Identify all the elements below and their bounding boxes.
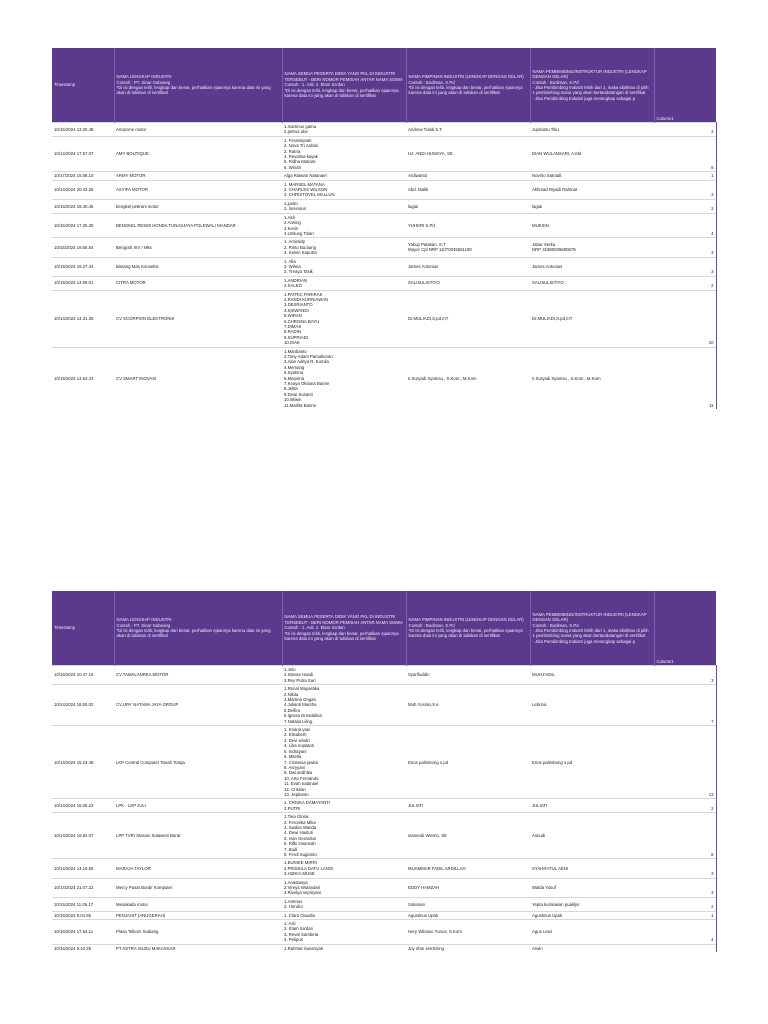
- cell-count[interactable]: 3: [654, 859, 716, 878]
- cell-leader[interactable]: Agustinus Upak: [406, 911, 530, 919]
- cell-count[interactable]: 3: [654, 180, 716, 199]
- cell-company[interactable]: Mesakada motor: [114, 897, 282, 911]
- table-row[interactable]: [52, 666, 716, 685]
- header-column1[interactable]: Column1: [654, 48, 716, 123]
- cell-mentor[interactable]: Jupriantu Tiku: [530, 123, 654, 137]
- cell-timestamp[interactable]: 10/15/2024 14.53.43: [52, 347, 114, 409]
- header-mentor[interactable]: NAMA PEMBIMBING/INSTRUKTUR INDUSTRI (LENGKAP DENGAN GELAR) Contoh : Budiman, S.Pd - Jika Pembimbing Industri lebih dari 1, maka silahkan di pilih 1 pembimbing mana yang akan bertandatangan di sertifikat - Jika Pembimbing Industri juga merangkap sebagai p: [530, 48, 654, 123]
- cell-leader[interactable]: EDDY HAMZAH: [406, 878, 530, 897]
- cell-mentor[interactable]: SYAHRATUL AENI: [530, 859, 654, 878]
- cell-mentor[interactable]: Dr.MULIADI,S.pd,mT: [530, 290, 654, 347]
- cell-leader[interactable]: Joy irfan sembiring: [406, 944, 530, 952]
- cell-leader[interactable]: Ir.Suryadi Syamsu , S.Kom., M.Kom: [406, 347, 530, 409]
- cell-timestamp[interactable]: 10/15/2024 19.27.44: [52, 257, 114, 276]
- cell-leader[interactable]: SALISULISTIYO: [406, 276, 530, 290]
- header-mentor[interactable]: NAMA PEMBIMBING/INSTRUKTUR INDUSTRI (LENGKAP DENGAN GELAR) Contoh : Budiman, S.Pd - Jika Pembimbing Industri lebih dari 1, maka silahkan di pilih 1 pembimbing mana yang akan bertandatangan di sertifikat - Jika Pembimbing Industri juga merangkap sebagai p: [530, 591, 654, 666]
- cell-students[interactable]: 1.PATRIC PARIRAK 2.RANDI KURNIAWAN 3.DESRIANTO 4.SISWANDI 5.WIRAN 6.CHRISNA BAYU 7.DIMAS 8.RADIN 9.SUPRIADI 10.ISAK: [282, 290, 406, 347]
- cell-leader[interactable]: HJ. ANDI HUMAYA, SE: [406, 136, 530, 171]
- header-row: [52, 48, 716, 123]
- cell-timestamp[interactable]: 10/14/2024 14.19.55: [52, 859, 114, 878]
- cell-students[interactable]: 1.Mardianto 2.Tony Adam Pamallunan 3.Alan Aditya R. Kumila 4.Memang 5.Syahina 6.Meiprina 7.Keaya Oktiana Banne 8.Jelita 9.Dewi Susanti 10.Wiwin 11.Marlita Banne: [282, 347, 406, 409]
- cell-count[interactable]: 7: [654, 685, 716, 726]
- cell-timestamp[interactable]: 10/15/2024 8.04.56: [52, 911, 114, 919]
- header-row: [52, 591, 716, 666]
- cell-mentor[interactable]: MUH.FADIL: [530, 666, 654, 685]
- cell-timestamp[interactable]: 10/15/2024 14.08.01: [52, 276, 114, 290]
- cell-timestamp[interactable]: 10/16/2024 17.54.11: [52, 920, 114, 945]
- table-row[interactable]: [52, 199, 716, 213]
- table-row[interactable]: [52, 878, 716, 897]
- cell-count[interactable]: 4: [654, 920, 716, 945]
- table-row[interactable]: [52, 290, 716, 347]
- cell-leader[interactable]: Muh.Yusran,S.e: [406, 685, 530, 726]
- cell-mentor[interactable]: Walda Yusuf: [530, 878, 654, 897]
- cell-count[interactable]: 1: [654, 172, 716, 180]
- cell-mentor[interactable]: SALISULISTIYO: [530, 276, 654, 290]
- cell-mentor[interactable]: Agustinus Upak: [530, 911, 654, 919]
- cell-mentor[interactable]: Yepta kurniawan pualilyn: [530, 897, 654, 911]
- cell-company[interactable]: AMY BOUTIQUE: [114, 136, 282, 171]
- cell-timestamp[interactable]: 10/17/2024 15.08.10: [52, 172, 114, 180]
- cell-mentor[interactable]: DIAN WULANSARI, A.Md: [530, 136, 654, 171]
- cell-mentor[interactable]: Enos palimbong s.pd: [530, 726, 654, 799]
- cell-leader[interactable]: Enos palimbong s.pd: [406, 726, 530, 799]
- cell-company[interactable]: PENJAHIT (ANUGERAH): [114, 911, 282, 919]
- cell-leader[interactable]: JULIATI: [406, 799, 530, 813]
- cell-timestamp[interactable]: 10/14/2024 18.55.02: [52, 685, 114, 726]
- cell-students[interactable]: 1.Tiea Gloria 2. Feronika Mika 3. Saskia Wanda 4. Dewi Hastuti 5. Ivan Gerardus 6. Rifki Irwansah 7. Budi 8. Ferdi Sugianto: [282, 813, 406, 859]
- cell-company[interactable]: LKP Central Computer Tanah Toraja: [114, 726, 282, 799]
- cell-mentor[interactable]: Novrito Satriadi: [530, 172, 654, 180]
- cell-students[interactable]: 1. Kriana yani 2. Elisabeth 3. Devi windri 4. Lika nopitanti 5. Indrayani 6. Mitella 7. Cristenia juwita 8. Asryyani 9. Dwi.andhika 10. Arto Fernando 11. Evan natanael 12. Cristian 13. Jeptianto: [282, 726, 406, 799]
- responses-table: [52, 591, 717, 952]
- table-row[interactable]: [52, 257, 716, 276]
- table-row[interactable]: [52, 920, 716, 945]
- cell-company[interactable]: CV.UPA' NATAMA JAYA GROUP: [114, 685, 282, 726]
- cell-count[interactable]: 3: [654, 238, 716, 257]
- cell-company[interactable]: Plasa Telkom Sudiang: [114, 920, 282, 945]
- cell-students[interactable]: 1.juvito 2. lorensius: [282, 199, 406, 213]
- table-row[interactable]: [52, 726, 716, 799]
- cell-mentor[interactable]: Asnudi: [530, 813, 654, 859]
- cell-count[interactable]: 3: [654, 878, 716, 897]
- header-company[interactable]: NAMA LENGKAP INDUSTRI Contoh : PT. Sinar Gabeang *Di isi dengan teliti, lengkap dan benar, perhatikan ejaannya karena data ini yang akan di tuliskan di sertifikat: [114, 48, 282, 123]
- cell-mentor[interactable]: MUKSIN: [530, 213, 654, 238]
- cell-mentor[interactable]: lagiai: [530, 199, 654, 213]
- cell-mentor[interactable]: Akhmad Riyadi Rahmat: [530, 180, 654, 199]
- cell-leader[interactable]: Ardiwanto: [406, 172, 530, 180]
- cell-leader[interactable]: MUAMMAR FADIL ARDILLAH: [406, 859, 530, 878]
- cell-timestamp[interactable]: 10/16/2024 9.10.28: [52, 944, 114, 952]
- cell-timestamp[interactable]: 10/14/2024 14.31.35: [52, 290, 114, 347]
- table-row[interactable]: [52, 347, 716, 409]
- cell-mentor[interactable]: Agus Lewi: [530, 920, 654, 945]
- cell-count[interactable]: 2: [654, 897, 716, 911]
- cell-timestamp[interactable]: 10/16/2024 10.47.16: [52, 666, 114, 685]
- cell-students[interactable]: 1. Feransyaah 2. Nova Tri Ardani 3. Ratna 4. Revalina kayak 5. Ridha Mutiara 6. Windri: [282, 136, 406, 171]
- cell-company[interactable]: LPP TVRI Stasiun Sulawesi Barat: [114, 813, 282, 859]
- sheet-page-2: [52, 591, 716, 952]
- cell-company[interactable]: CITRA MOTOR: [114, 276, 282, 290]
- cell-timestamp[interactable]: 10/14/2024 19.52.07: [52, 813, 114, 859]
- cell-leader[interactable]: Iansendi Wiemo, SE: [406, 813, 530, 859]
- cell-count[interactable]: 6: [654, 136, 716, 171]
- cell-students[interactable]: 1.Anastasya 2.Vireya Wulandari 3.Rivelya sepriiyani: [282, 878, 406, 897]
- table-row[interactable]: [52, 859, 716, 878]
- table-row[interactable]: [52, 911, 716, 919]
- cell-timestamp[interactable]: 10/15/2024 17.25.30: [52, 213, 114, 238]
- cell-leader[interactable]: Syarifuddin: [406, 666, 530, 685]
- table-row[interactable]: [52, 136, 716, 171]
- cell-company[interactable]: CV SCORPION ELEKTRONIK: [114, 290, 282, 347]
- cell-count[interactable]: 4: [654, 213, 716, 238]
- cell-count[interactable]: 13: [654, 726, 716, 799]
- cell-mentor[interactable]: Ir.Suryadi Syamsu , S.Kom., M.Kom: [530, 347, 654, 409]
- cell-timestamp[interactable]: 10/14/2024 15.23.48: [52, 726, 114, 799]
- cell-mentor[interactable]: JULIATI: [530, 799, 654, 813]
- cell-leader[interactable]: Abd. Malik: [406, 180, 530, 199]
- cell-company[interactable]: BENGKEL RESMI HONDA TUNASJAYA POLEWALI MANDAR: [114, 213, 282, 238]
- cell-timestamp[interactable]: 10/15/2024 11.06.17: [52, 897, 114, 911]
- table-row[interactable]: [52, 813, 716, 859]
- cell-leader[interactable]: YUHKRI S.Pd: [406, 213, 530, 238]
- table-row[interactable]: [52, 238, 716, 257]
- header-leader[interactable]: NAMA PIMPINAN INDUSTRI (LENGKAP DENGAN GELAR) Contoh : Budiman, S.Pd *Di isi dengan teliti, lengkap dan benar, perhatikan ejaannya karena data ini yang akan di tuliskan di sertifikat: [406, 591, 530, 666]
- cell-students[interactable]: 1.Jelo 2.Stevan Hasdi 3.Rey Putra Sari: [282, 666, 406, 685]
- cell-mentor[interactable]: James Antonius: [530, 257, 654, 276]
- cell-timestamp[interactable]: 10/14/2024 21.07.22: [52, 878, 114, 897]
- cell-leader[interactable]: James Antonius: [406, 257, 530, 276]
- header-company[interactable]: NAMA LENGKAP INDUSTRI Contoh : PT. Sinar Gabeang *Di isi dengan teliti, lengkap dan benar, perhatikan ejaannya karena data ini yang akan di tuliskan di sertifikat: [114, 591, 282, 666]
- cell-students[interactable]: 1. Asli 2. Elam Sa'dan 3. Reval Sambeta 4. Pelipus: [282, 920, 406, 945]
- cell-mentor[interactable]: Lebrina: [530, 685, 654, 726]
- cell-students[interactable]: 1. Clara Claudia: [282, 911, 406, 919]
- cell-timestamp[interactable]: 10/15/2024 19.55.54: [52, 238, 114, 257]
- cell-count[interactable]: 2: [654, 123, 716, 137]
- table-row[interactable]: [52, 897, 716, 911]
- table-row[interactable]: [52, 276, 716, 290]
- cell-timestamp[interactable]: 10/14/2024 20.43.25: [52, 180, 114, 199]
- cell-mentor[interactable]: Jabar Serka NRP 31980025680678: [530, 238, 654, 257]
- header-students[interactable]: NAMA SEMUA PESERTA DIDIK YANG PKL DI INDUSTRI TERSEBUT - BERI NOMOR PEMISAH ANTAR NAMA SISWA Contoh : 1. Asli, 2. Elam Sa'dan *Di isi dengan teliti, lengkap dan benar, perhatikan ejaannya karena data ini yang akan di tuliskan di sertifikat: [282, 591, 406, 666]
- table-row[interactable]: [52, 213, 716, 238]
- table-row[interactable]: [52, 685, 716, 726]
- header-leader[interactable]: NAMA PIMPINAN INDUSTRI (LENGKAP DENGAN GELAR) Contoh : Budiman, S.Pd *Di isi dengan teliti, lengkap dan benar, perhatikan ejaannya karena data ini yang akan di tuliskan di sertifikat: [406, 48, 530, 123]
- cell-company[interactable]: Mercy Pusat Bordir Komputer: [114, 878, 282, 897]
- table-row[interactable]: [52, 799, 716, 813]
- cell-leader[interactable]: lagiai: [406, 199, 530, 213]
- cell-company[interactable]: Amazone motor: [114, 123, 282, 137]
- cell-students[interactable]: 1.EUNIKE MIRRI 2.PRISKILA DATU LANGI 3.HIZKIA MUSE: [282, 859, 406, 878]
- table-row[interactable]: [52, 172, 716, 180]
- cell-students[interactable]: 1.Aldi 2.Arwing 3.Kevin 4.Umlung Tolan: [282, 213, 406, 238]
- cell-students[interactable]: 1.ANDRIAN 2.SALEO: [282, 276, 406, 290]
- cell-leader[interactable]: Andrew Tulak.S.T.: [406, 123, 530, 137]
- cell-students[interactable]: 1. Alla 2. Wilma 3. Treaya Tasik: [282, 257, 406, 276]
- cell-leader[interactable]: Dr.MULIADI,S.pd,mT: [406, 290, 530, 347]
- cell-company[interactable]: LPK - LKP JULI: [114, 799, 282, 813]
- cell-students[interactable]: Alga Riawan Natanael: [282, 172, 406, 180]
- cell-company[interactable]: PT ASTRA ISUZU MAKASSAR: [114, 944, 282, 952]
- cell-students[interactable]: 1.Renal Mayastika 2.Nikita 3.Martina Ongan 4.Julianti Marsha 5.Delfira 6.Ignera Gresdalina 7.Natalia Liling.: [282, 685, 406, 726]
- header-timestamp[interactable]: Timestamp: [52, 48, 114, 123]
- cell-count[interactable]: 2: [654, 276, 716, 290]
- cell-count[interactable]: 3: [654, 666, 716, 685]
- cell-leader[interactable]: Hery Wibowo Yunus, S.Kom: [406, 920, 530, 945]
- cell-count[interactable]: 2: [654, 799, 716, 813]
- cell-company[interactable]: ARMY MOTOR: [114, 172, 282, 180]
- table-row[interactable]: [52, 180, 716, 199]
- cell-timestamp[interactable]: 10/15/2024 13.30.48: [52, 123, 114, 137]
- cell-company[interactable]: ASYIFA MOTOR: [114, 180, 282, 199]
- cell-company[interactable]: Bengrah XIV / Mks: [114, 238, 282, 257]
- header-students[interactable]: NAMA SEMUA PESERTA DIDIK YANG PKL DI INDUSTRI TERSEBUT - BERI NOMOR PEMISAH ANTAR NAMA SISWA Contoh : 1. Asli, 2. Elam Sa'dan *Di isi dengan teliti, lengkap dan benar, perhatikan ejaannya karena data ini yang akan di tuliskan di sertifikat: [282, 48, 406, 123]
- cell-leader[interactable]: Soleman: [406, 897, 530, 911]
- cell-students[interactable]: 1.martinus gama 2.petrus ube: [282, 123, 406, 137]
- cell-company[interactable]: bengkel pettrani motor: [114, 199, 282, 213]
- cell-company[interactable]: CV.TAMALANREA MOTOR: [114, 666, 282, 685]
- cell-students[interactable]: 1. Amirsldy 2. Rinto Ba.bang 3. Kelvin Saputra: [282, 238, 406, 257]
- cell-count[interactable]: 2: [654, 199, 716, 213]
- cell-students[interactable]: 1. MARSEL MATANA 2. CHARLES WILSON 3. CHRISTOVEL MALLUN: [282, 180, 406, 199]
- cell-mentor[interactable]: Arwin: [530, 944, 654, 952]
- cell-leader[interactable]: Yakup Palakan, S.T Mayor Cpl NRP 11070045561180: [406, 238, 530, 257]
- cell-count[interactable]: [654, 944, 716, 952]
- header-column1[interactable]: Column1: [654, 591, 716, 666]
- cell-count[interactable]: 11: [654, 347, 716, 409]
- cell-students[interactable]: 1. CRISKA DAMAYANTI 2.PUTRI: [282, 799, 406, 813]
- table-row[interactable]: [52, 944, 716, 952]
- cell-students[interactable]: 1.Artenus 2. Hendro: [282, 897, 406, 911]
- table-row[interactable]: [52, 123, 716, 137]
- cell-students[interactable]: 1.Rahmat irwansyah: [282, 944, 406, 952]
- cell-company[interactable]: Bintang Mas Konveksi: [114, 257, 282, 276]
- cell-count[interactable]: 3: [654, 257, 716, 276]
- cell-company[interactable]: CV SMART INOVASI: [114, 347, 282, 409]
- cell-timestamp[interactable]: 10/15/2024 19.40.46: [52, 199, 114, 213]
- cell-count[interactable]: 1: [654, 911, 716, 919]
- sheet-page-1: [52, 48, 716, 409]
- cell-count[interactable]: 10: [654, 290, 716, 347]
- cell-timestamp[interactable]: 10/14/2024 17.57.07: [52, 136, 114, 171]
- cell-timestamp[interactable]: 10/14/2024 15.05.23: [52, 799, 114, 813]
- responses-table: [52, 48, 717, 409]
- cell-count[interactable]: 8: [654, 813, 716, 859]
- header-timestamp[interactable]: Timestamp: [52, 591, 114, 666]
- cell-company[interactable]: MARAJA TAYLOR: [114, 859, 282, 878]
